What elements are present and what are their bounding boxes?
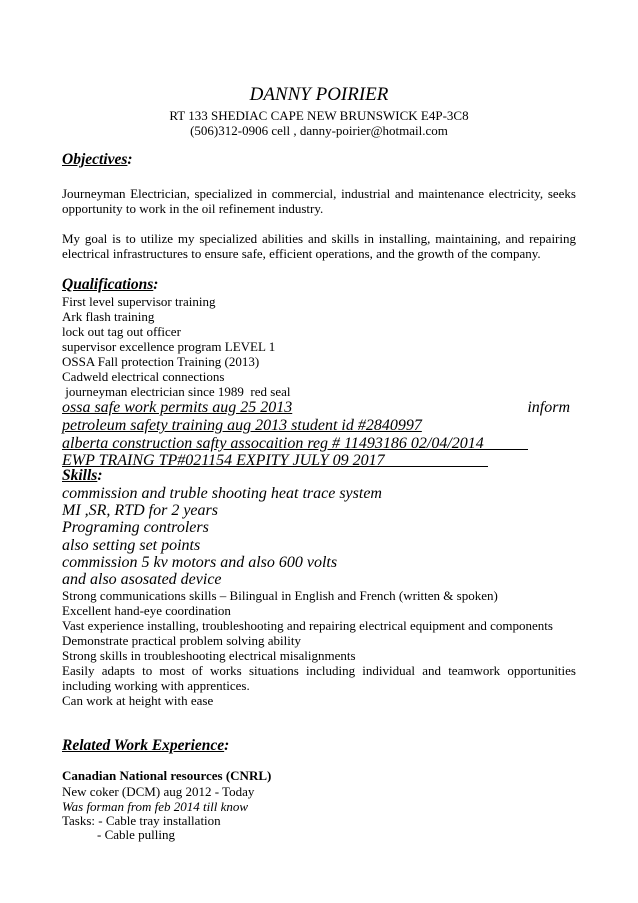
- skill-item: Strong communications skills – Bilingual in English and French (written & spoken): [62, 588, 498, 603]
- qualification-item: First level supervisor training: [62, 294, 216, 309]
- qualification-item: journeyman electrician since 1989 red seal: [62, 384, 291, 399]
- skill-item: Easily adapts to most of works situations including individual and teamwork opportunities: [62, 663, 576, 678]
- qualification-certificate-inform: inform: [527, 399, 570, 416]
- qualification-certificate: [62, 452, 385, 470]
- skills-heading: Skills:: [62, 467, 103, 484]
- skill-highlight: MI ,SR, RTD for 2 years: [62, 502, 218, 519]
- skill-highlight: and also asosated device: [62, 571, 222, 588]
- experience-heading: Related Work Experience:: [62, 737, 230, 754]
- qualification-item: OSSA Fall protection Training (2013): [62, 354, 260, 369]
- qualification-certificate: [62, 435, 484, 453]
- qualification-item: supervisor excellence program LEVEL 1: [62, 339, 276, 354]
- skills-heading-text: Skills: [62, 467, 98, 484]
- objectives-para2-line2: electrical infrastructures to ensure safe, efficient operations, and the growth of the company.: [62, 246, 541, 261]
- certificate-underline-rule: [372, 466, 488, 467]
- skill-highlight: Programing controlers: [62, 519, 209, 536]
- skill-highlight: commission and truble shooting heat trace system: [62, 485, 382, 502]
- job-role-note: Was forman from feb 2014 till know: [62, 799, 249, 814]
- qualification-certificate: [62, 399, 576, 417]
- qualification-item: lock out tag out officer: [62, 324, 181, 339]
- qualification-certificate-text: EWP TRAING TP#021154 EXPITY JULY 09 2017: [62, 452, 385, 469]
- skill-item: including working with apprentices.: [62, 678, 250, 693]
- skill-highlight: commission 5 kv motors and also 600 volts: [62, 554, 338, 571]
- qualification-certificate-text: alberta construction safty assocaition reg # 11493186 02/04/2014: [62, 435, 484, 452]
- skill-item: Can work at height with ease: [62, 693, 214, 708]
- objectives-heading: Objectives:: [62, 151, 133, 168]
- job-task: - Cable pulling: [97, 827, 175, 842]
- skill-item: Strong skills in troubleshooting electrical misalignments: [62, 648, 356, 663]
- certificate-underline-rule: [442, 449, 528, 450]
- skill-item: Demonstrate practical problem solving ability: [62, 633, 301, 648]
- objectives-para1-line1: Journeyman Electrician, specialized in commercial, industrial and maintenance electricity, seeks: [62, 186, 576, 201]
- skill-item: Vast experience installing, troubleshooting and repairing electrical equipment and components: [62, 618, 553, 633]
- skill-highlight: also setting set points: [62, 537, 201, 554]
- qualification-certificate-text: ossa safe work permits aug 25 2013: [62, 399, 293, 416]
- job-role: New coker (DCM) aug 2012 - Today: [62, 784, 255, 799]
- objectives-para2-line1: My goal is to utilize my specialized abilities and skills in installing, maintaining, and repairing: [62, 231, 576, 246]
- objectives-heading-text: Objectives: [62, 151, 128, 168]
- qualification-certificate: petroleum safety training aug 2013 student id #2840997: [62, 417, 422, 434]
- qualification-item: Cadweld electrical connections: [62, 369, 225, 384]
- resume-name: DANNY POIRIER: [249, 84, 389, 105]
- contact-info: (506)312-0906 cell , danny-poirier@hotmail.com: [190, 123, 448, 138]
- skill-item: Excellent hand-eye coordination: [62, 603, 231, 618]
- address: RT 133 SHEDIAC CAPE NEW BRUNSWICK E4P-3C8: [169, 108, 469, 123]
- employer-name: Canadian National resources (CNRL): [62, 768, 272, 783]
- experience-heading-text: Related Work Experience: [62, 737, 225, 754]
- job-task: Tasks: - Cable tray installation: [62, 813, 221, 828]
- qualifications-heading: Qualifications:: [62, 276, 159, 293]
- qualification-item: Ark flash training: [62, 309, 155, 324]
- qualifications-heading-text: Qualifications: [62, 276, 154, 293]
- objectives-para1-line2: opportunity to work in the oil refinement industry.: [62, 201, 324, 216]
